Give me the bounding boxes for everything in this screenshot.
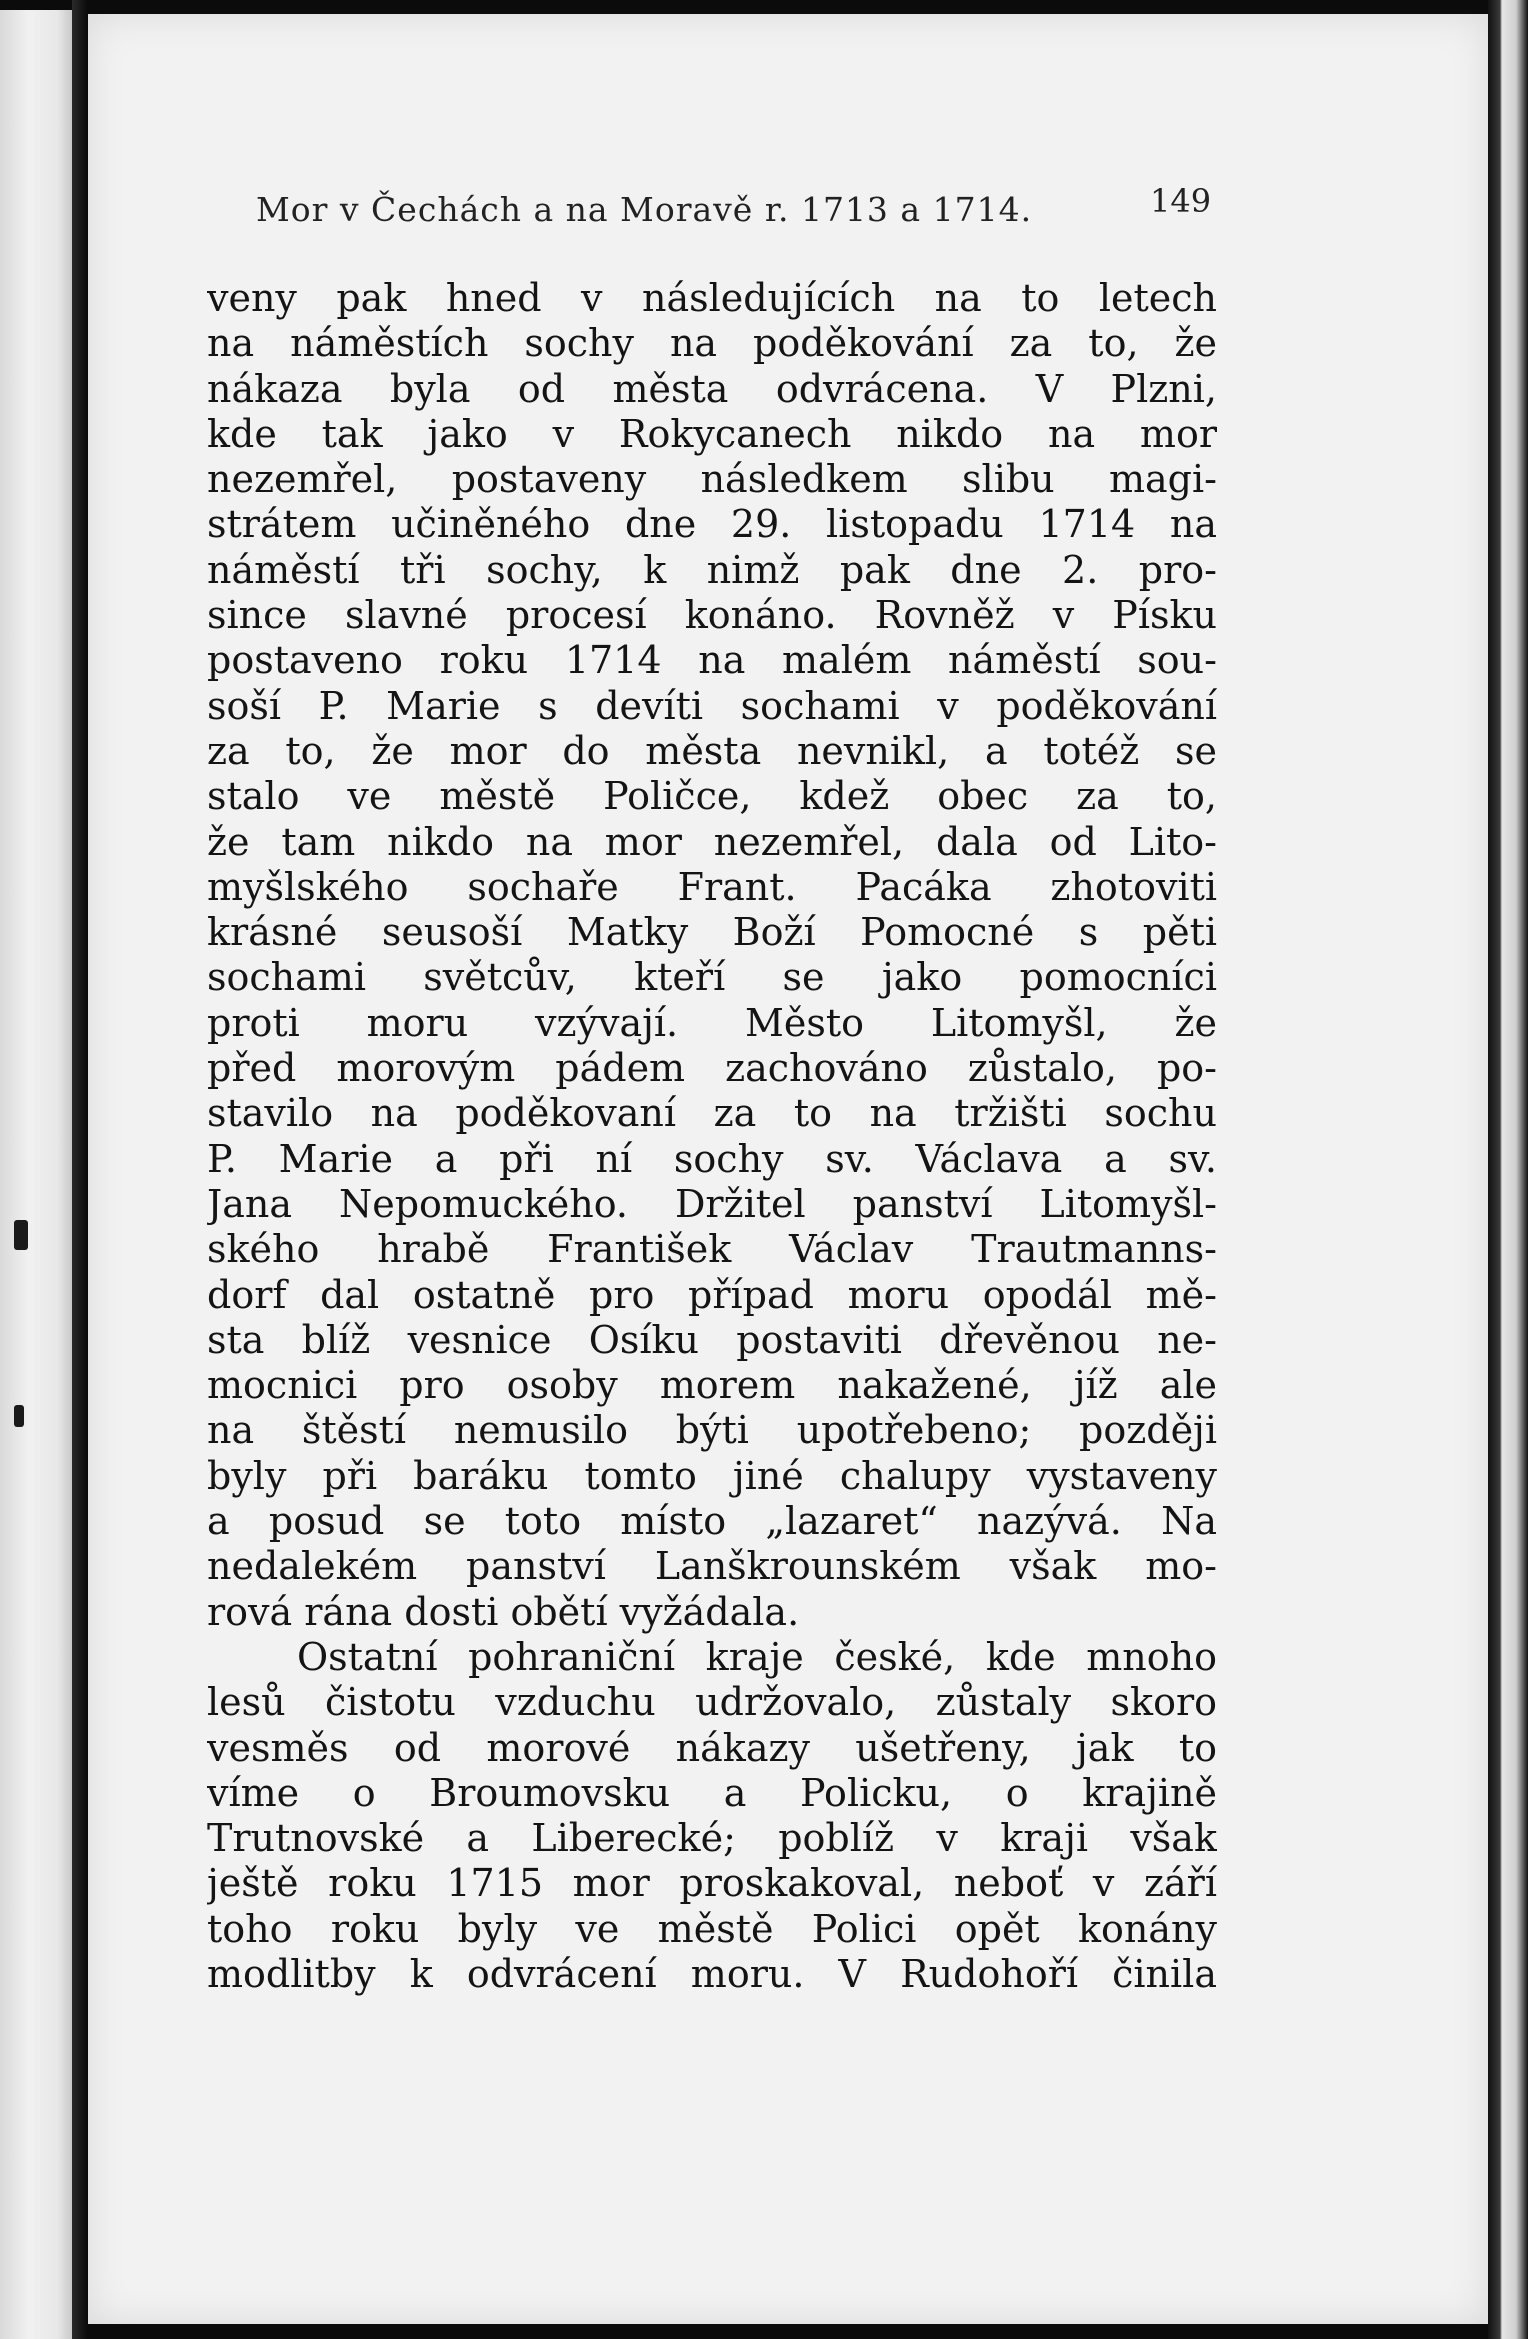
text-line: na náměstích sochy na poděkování za to, že	[207, 321, 1217, 366]
text-line: krásné seusoší Matky Boží Pomocné s pěti	[207, 910, 1217, 955]
text-line-paragraph-start: Ostatní pohraniční kraje české, kde mnoho	[297, 1634, 1217, 1679]
text-line: na štěstí nemusilo býti upotřebeno; později	[207, 1408, 1217, 1453]
text-line: Trutnovské a Liberecké; poblíž v kraji však	[207, 1816, 1217, 1861]
text-line: since slavné procesí konáno. Rovněž v Písku	[207, 593, 1217, 638]
book-gutter	[72, 0, 88, 2339]
text-line: nezemřel, postaveny následkem slibu magi-	[207, 457, 1217, 502]
text-line: mocnici pro osoby morem nakažené, jíž ale	[207, 1363, 1217, 1408]
page-number: 149	[1150, 182, 1212, 220]
text-line: soší P. Marie s devíti sochami v poděkování	[207, 683, 1217, 728]
text-line: kde tak jako v Rokycanech nikdo na mor	[207, 411, 1217, 456]
text-line: že tam nikdo na mor nezemřel, dala od Lito-	[207, 819, 1217, 864]
text-line: náměstí tři sochy, k nimž pak dne 2. pro-	[207, 547, 1217, 592]
text-line: před morovým pádem zachováno zůstalo, po-	[207, 1046, 1217, 1091]
text-line: nedalekém panství Lanškrounském však mo-	[207, 1544, 1217, 1589]
text-line: za to, že mor do města nevnikl, a totéž se	[207, 728, 1217, 773]
text-line: dorf dal ostatně pro případ moru opodál mě-	[207, 1272, 1217, 1317]
text-line: lesů čistotu vzduchu udržovalo, zůstaly skoro	[207, 1680, 1217, 1725]
text-line: ského hrabě František Václav Trautmanns-	[207, 1227, 1217, 1272]
text-line: byly při baráku tomto jiné chalupy vystaveny	[207, 1453, 1217, 1498]
text-line: víme o Broumovsku a Policku, o krajině	[207, 1770, 1217, 1815]
text-line-paragraph-end: rová rána dosti obětí vyžádala.	[207, 1589, 800, 1634]
text-line: postaveno roku 1714 na malém náměstí sou-	[207, 638, 1217, 683]
text-line: myšlského sochaře Frant. Pacáka zhotoviti	[207, 864, 1217, 909]
body-text	[207, 276, 1217, 1997]
text-line: proti moru vzývají. Město Litomyšl, že	[207, 1000, 1217, 1045]
text-line: modlitby k odvrácení moru. V Rudohoří činila	[207, 1951, 1217, 1996]
running-title: Mor v Čechách a na Moravě r. 1713 a 1714.	[256, 190, 1033, 229]
text-line: strátem učiněného dne 29. listopadu 1714 na	[207, 502, 1217, 547]
text-line: P. Marie a při ní sochy sv. Václava a sv.	[207, 1136, 1217, 1181]
text-line: sochami světcův, kteří se jako pomocníci	[207, 955, 1217, 1000]
text-line: stavilo na poděkovaní za to na tržišti sochu	[207, 1091, 1217, 1136]
text-line: vesměs od morové nákazy ušetřeny, jak to	[207, 1725, 1217, 1770]
text-line: stalo ve městě Poličce, kdež obec za to,	[207, 774, 1217, 819]
text-line: nákaza byla od města odvrácena. V Plzni,	[207, 366, 1217, 411]
text-line: a posud se toto místo „lazaret“ nazývá. Na	[207, 1499, 1217, 1544]
page-stack-edge	[1488, 0, 1528, 2339]
text-line: ještě roku 1715 mor proskakoval, neboť v září	[207, 1861, 1217, 1906]
text-line: sta blíž vesnice Osíku postaviti dřevěnou ne-	[207, 1317, 1217, 1362]
adjacent-page-edge	[0, 10, 72, 2339]
text-line: Jana Nepomuckého. Držitel panství Litomyšl-	[207, 1181, 1217, 1226]
text-line: veny pak hned v následujících na to letech	[207, 276, 1217, 320]
margin-ink-mark	[14, 1405, 24, 1427]
text-line: toho roku byly ve městě Polici opět konány	[207, 1906, 1217, 1951]
margin-ink-mark	[14, 1220, 28, 1250]
